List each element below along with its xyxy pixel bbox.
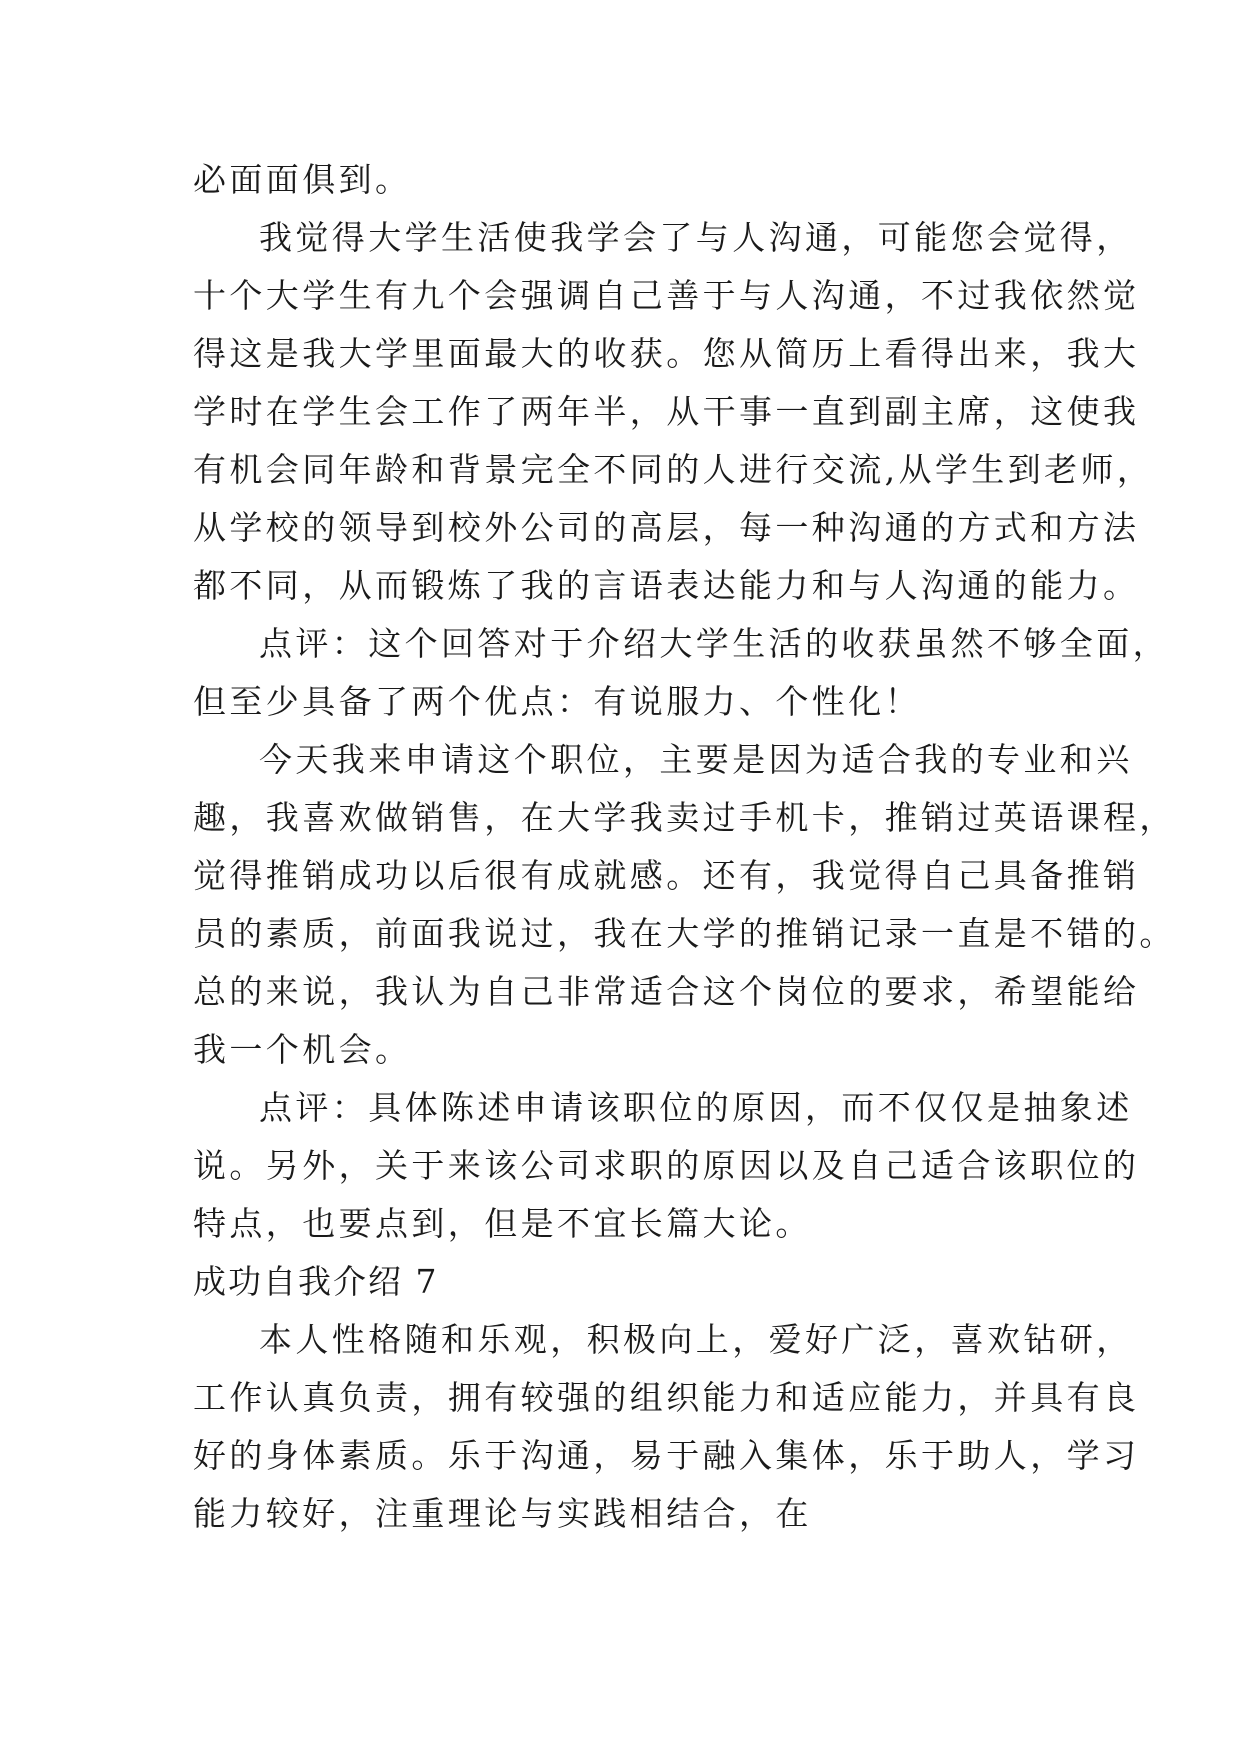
paragraph-first-line: 我觉得大学生活使我学会了与人沟通，可能您会觉得， [259, 218, 1133, 257]
paragraph-first-line: 今天我来申请这个职位，主要是因为适合我的专业和兴 [259, 740, 1133, 779]
text-line: 有机会同年龄和背景完全不同的人进行交流,从学生到老师， [193, 450, 1154, 489]
text-line: 特点，也要点到，但是不宜长篇大论。 [193, 1204, 812, 1243]
text-line: 说。另外，关于来该公司求职的原因以及自己适合该职位的 [193, 1146, 1140, 1185]
text-line: 我一个机会。 [193, 1030, 412, 1069]
text-line: 但至少具备了两个优点：有说服力、个性化！ [193, 682, 921, 721]
comment-first-line: 点评：具体陈述申请该职位的原因，而不仅仅是抽象述 [259, 1088, 1133, 1127]
paragraph-first-line: 本人性格随和乐观，积极向上，爱好广泛，喜欢钻研， [259, 1320, 1133, 1359]
text-line: 十个大学生有九个会强调自己善于与人沟通，不过我依然觉 [193, 276, 1140, 315]
text-line: 趣，我喜欢做销售，在大学我卖过手机卡，推销过英语课程， [193, 798, 1176, 837]
text-line: 员的素质，前面我说过，我在大学的推销记录一直是不错的。 [193, 914, 1176, 953]
text-line: 工作认真负责，拥有较强的组织能力和适应能力，并具有良 [193, 1378, 1140, 1417]
text-line: 好的身体素质。乐于沟通，易于融入集体，乐于助人，学习 [193, 1436, 1140, 1475]
section-heading: 成功自我介绍 7 [193, 1262, 439, 1301]
text-line: 得这是我大学里面最大的收获。您从简历上看得出来，我大 [193, 334, 1140, 373]
text-line: 总的来说，我认为自己非常适合这个岗位的要求，希望能给 [193, 972, 1140, 1011]
text-line: 能力较好，注重理论与实践相结合，在 [193, 1494, 812, 1533]
text-line: 必面面俱到。 [193, 160, 412, 199]
text-line: 都不同，从而锻炼了我的言语表达能力和与人沟通的能力。 [193, 566, 1140, 605]
text-line: 学时在学生会工作了两年半，从干事一直到副主席，这使我 [193, 392, 1140, 431]
text-line: 觉得推销成功以后很有成就感。还有，我觉得自己具备推销 [193, 856, 1140, 895]
text-line: 从学校的领导到校外公司的高层，每一种沟通的方式和方法 [193, 508, 1140, 547]
comment-first-line: 点评：这个回答对于介绍大学生活的收获虽然不够全面， [259, 624, 1169, 663]
